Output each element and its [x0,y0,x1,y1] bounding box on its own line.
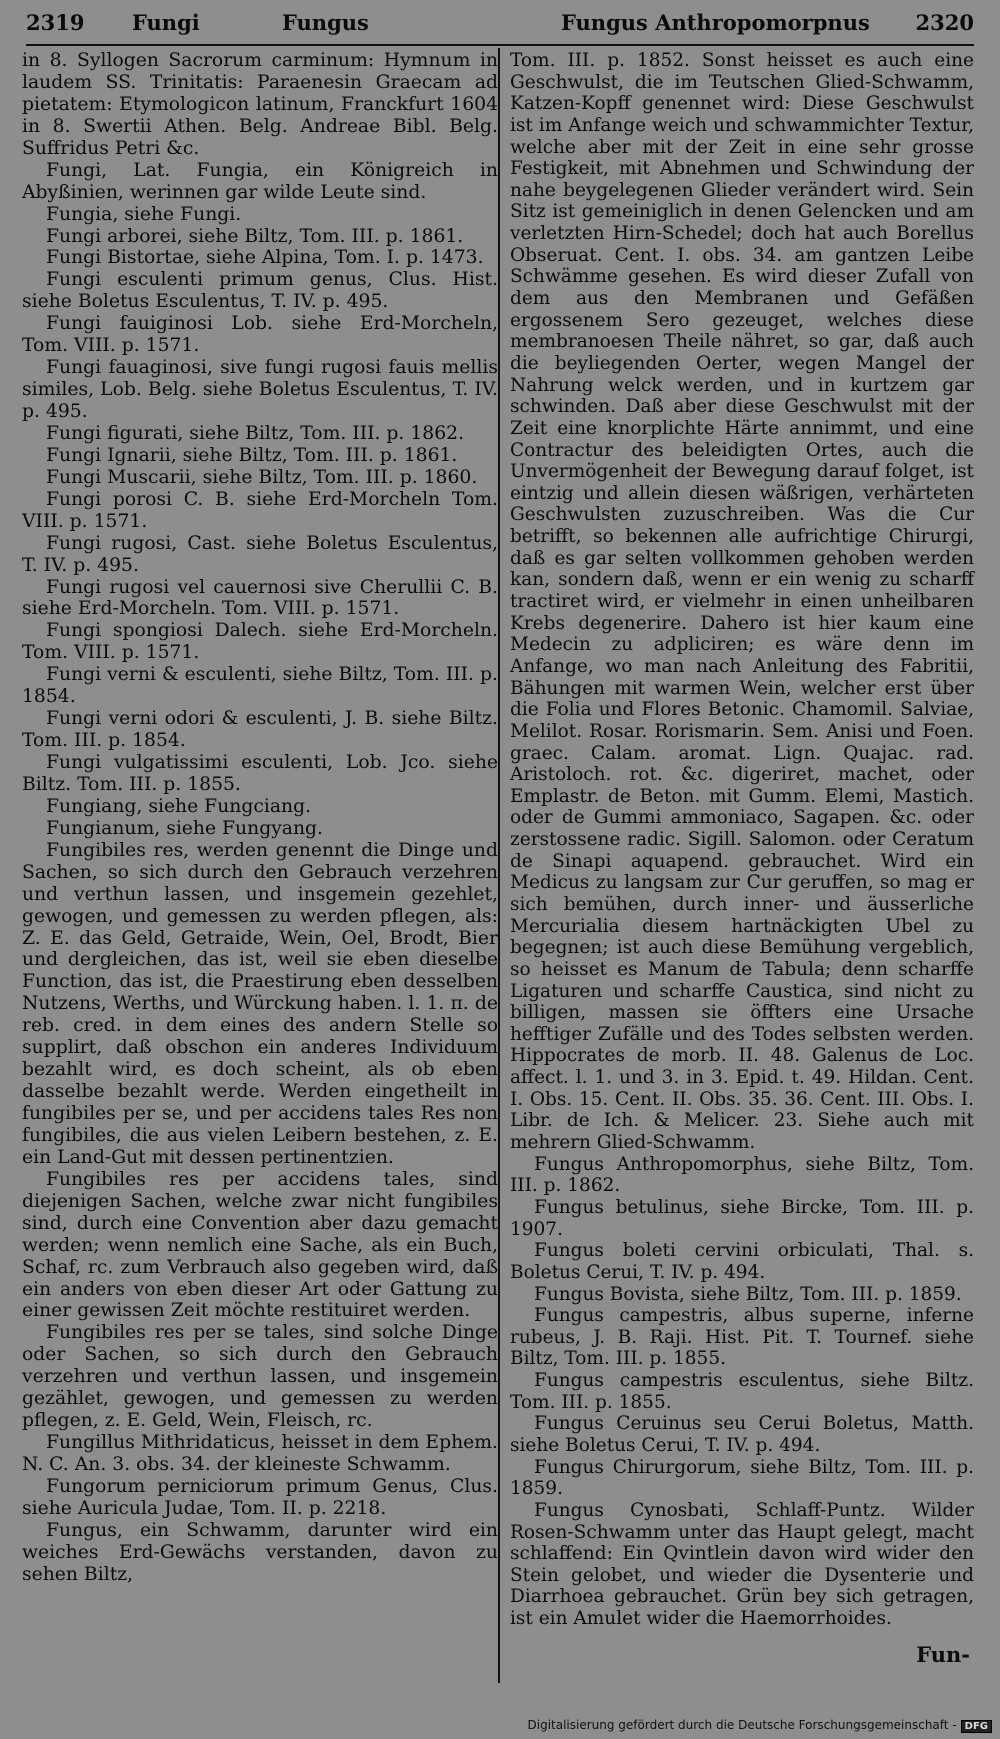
right-column [510,50,974,1630]
entry-paragraph: Fungi arborei, siehe Biltz, Tom. III. p. 1861. [46,225,464,247]
footer-text: Digitalisierung gefördert durch die Deutsche Forschungsgemeinschaft - [527,1718,957,1732]
entry-paragraph: Fungus Cynosbati, Schlaff-Puntz. Wilder Rosen-Schwamm unter das Haupt gelegt, macht schlaffend: Ein Qvintlein davon wird wider den Stein gelobet, und wieder die Dysenterie und Diarrhoea gebrauchet. Grün bey sich getragen, ist ein Amulet wider die Haemorrhoides. [510,1499,974,1630]
header-title-left: Fungi [132,10,200,35]
entry-paragraph: Fungus boleti cervini orbiculati, Thal. s. Boletus Cerui, T. IV. p. 494. [510,1240,974,1283]
catchword: Fun- [916,1642,970,1667]
entry-paragraph: Fungus Bovista, siehe Biltz, Tom. III. p. 1859. [534,1283,962,1305]
entry-paragraph: Fungibiles res per se tales, sind solche Dinge oder Sachen, so sich durch den Gebrauch verzehren und verthun lassen, und insgemein gezählet, gewogen, und gemessen zu werden pflegen, z. E. Geld, Wein, Fleisch, rc. [22,1322,498,1432]
entry-paragraph: Fungi verni odori & esculenti, J. B. siehe Biltz. Tom. III. p. 1854. [22,708,498,752]
entry-paragraph: Fungus Chirurgorum, siehe Biltz, Tom. III. p. 1859. [510,1456,974,1500]
entry-paragraph: Fungi fauaginosi, sive fungi rugosi fauis mellis similes, Lob. Belg. siehe Boletus Esculentus, T. IV. p. 495. [22,357,498,422]
entry-paragraph: Fungi figurati, siehe Biltz, Tom. III. p. 1862. [46,422,465,444]
entry-paragraph: Fungi Muscarii, siehe Biltz, Tom. III. p. 1860. [46,466,478,488]
page-number-left: 2319 [26,10,85,35]
page-number-right: 2320 [915,10,974,35]
left-column [22,50,498,1586]
header-rule [26,44,974,46]
header-title-right: Fungus Anthropomorpnus [561,10,870,35]
entry-paragraph: Fungianum, siehe Fungyang. [46,817,324,839]
header-title-center: Fungus [282,10,369,35]
dfg-logo: DFG [961,1720,992,1733]
entry-paragraph: Fungi Bistortae, siehe Alpina, Tom. I. p. 1473. [46,247,484,269]
entry-paragraph: Fungi fauiginosi Lob. siehe Erd-Morcheln, Tom. VIII. p. 1571. [22,313,498,357]
column-divider [498,48,500,1683]
entry-paragraph: Fungi, Lat. Fungia, ein Königreich in Abyßinien, werinnen gar wilde Leute sind. [22,159,498,203]
running-header [26,10,974,40]
entry-paragraph: Fungibiles res per accidens tales, sind diejenigen Sachen, welche zwar nicht fungibiles sind, durch eine Convention aber dazu gemacht werden; wenn nemlich eine Sache, als ein Buch, Schaf, rc. zum Verbrauch also gegeben wird, daß ein anders von eben dieser Art oder Gattung zu einer gewissen Zeit möchte restituiret werden. [22,1168,498,1322]
entry-paragraph: Tom. III. p. 1852. Sonst heisset es auch eine Geschwulst, die im Teutschen Glied-Schwamm, Katzen-Kopff genennet wird: Diese Geschwulst ist im Anfange weich und schwammichter Textur, welche aber mit der Zeit in eine sehr grosse Festigkeit, mit Abnehmen und Schwindung der nahe beygelegenen Glieder verändert wird. Sein Sitz ist gemeiniglich in denen Gelencken und am verletzten Hirn-Schedel; doch hat auch Borellus Obseruat. Cent. I. obs. 34. am gantzen Leibe Schwämme gesehen. Es wird dieser Zufall von dem aus den Membranen und Gefäßen ergossenem Sero gezeuget, welches diese membranoesen Theile nähret, so gar, daß auch die beyliegenden Oerter, wegen Mangel der Nahrung welck werden, und in kurtzem gar schwinden. Daß aber diese Geschwulst mit der Zeit eine knorplichte Härte annimmt, und eine Contractur des beleidigten Ortes, auch die Unvermögenheit der Bewegung darauf folget, ist eintzig und allein diesen wäßrigen, verhärteten Geschwulsten zuzuschreiben. Was die Cur betrifft, so bekennen alle aufrichtige Chirurgi, daß es gar selten vollkommen gehoben werden kan, sondern daß, wenn er ein wenig zu scharff tractiret wird, er vielmehr in einen unheilbaren Krebs degenerire. Dahero ist hier kaum eine Medecin zu adpliciren; es wäre denn im Anfange, wo man nach Anleitung des Fabritii, Bähungen mit warmen Wein, welcher erst über die Folia und Flores Betonic. Chamomil. Salviae, Melilot. Rosar. Rorismarin. Sem. Anisi und Foen. graec. Calam. aromat. Lign. Quajac. rad. Aristoloch. rot. &c. digeriret, machet, oder Emplastr. de Beton. mit Gumm. Elemi, Mastich. oder de Gummi ammoniaco, Sagapen. &c. oder zerstossene radic. Sigill. Salomon. oder Ceratum de Sinapi aquapend. gebrauchet. Wird ein Medicus zu langsam zur Cur geruffen, so mag er sich bemühen, durch inner- und äusserliche Mercurialia diesem hartnäckigten Ubel zu begegnen; ist auch diese Bemühung vergeblich, so heisset es Manum de Tabula; denn scharffe Ligaturen und scharffe Caustica, sind nicht zu billigen, massen sie öffters eine Ursache hefftiger Zufälle und des Todes selbsten werden. Hippocrates de morb. II. 48. Galenus de Loc. affect. l. 1. und 3. in 3. Epid. t. 49. Hildan. Cent. I. Obs. 15. Cent. II. Obs. 35. 36. Cent. III. Obs. I. Libr. de Ich. & Melicer. 23. Siehe auch mit mehrern Glied-Schwamm. [510,50,974,1154]
entry-paragraph: Fungus Anthropomorphus, siehe Biltz, Tom. III. p. 1862. [510,1153,974,1197]
entry-paragraph: Fungi rugosi, Cast. siehe Boletus Esculentus, T. IV. p. 495. [22,532,498,576]
entry-paragraph: Fungiang, siehe Fungciang. [46,795,312,817]
entry-paragraph: Fungus, ein Schwamm, darunter wird ein weiches Erd-Gewächs verstanden, davon zu sehen Biltz, [22,1519,498,1585]
entry-paragraph: Fungi esculenti primum genus, Clus. Hist. siehe Boletus Esculentus, T. IV. p. 495. [22,269,498,313]
entry-paragraph: Fungus Ceruinus seu Cerui Boletus, Matth. siehe Boletus Cerui, T. IV. p. 494. [510,1413,974,1456]
entry-paragraph: Fungorum perniciorum primum Genus, Clus. siehe Auricula Judae, Tom. II. p. 2218. [22,1475,498,1519]
entry-paragraph: Fungia, siehe Fungi. [46,203,242,225]
entry-paragraph: Fungus campestris esculentus, siehe Biltz. Tom. III. p. 1855. [510,1370,974,1413]
entry-paragraph: Fungi Ignarii, siehe Biltz, Tom. III. p. 1861. [46,444,458,466]
digitization-footer [528,1718,993,1733]
entry-paragraph: Fungus campestris, albus superne, inferne rubeus, J. B. Raji. Hist. Pit. T. Tournef. siehe Biltz, Tom. III. p. 1855. [510,1305,974,1370]
entry-paragraph: Fungi rugosi vel cauernosi sive Cherullii C. B. siehe Erd-Morcheln. Tom. VIII. p. 1571. [22,576,498,620]
entry-paragraph: Fungi verni & esculenti, siehe Biltz, Tom. III. p. 1854. [22,664,498,708]
entry-paragraph: Fungi vulgatissimi esculenti, Lob. Jco. siehe Biltz. Tom. III. p. 1855. [22,752,498,795]
entry-paragraph: Fungillus Mithridaticus, heisset in dem Ephem. N. C. An. 3. obs. 34. der kleineste Schwamm. [22,1432,498,1475]
entry-paragraph: in 8. Syllogen Sacrorum carminum: Hymnum in laudem SS. Trinitatis: Paraenesin Graecam ad pietatem: Etymologicon latinum, Franckfurt 1604 in 8. Swertii Athen. Belg. Andreae Bibl. Belg. Suffridus Petri &c. [22,50,498,159]
entry-paragraph: Fungibiles res, werden genennt die Dinge und Sachen, so sich durch den Gebrauch verzehren und verthun lassen, und insgemein gezehlet, gewogen, und gemessen zu werden pflegen, als: Z. E. das Geld, Getraide, Wein, Oel, Brodt, Bier und dergleichen, das ist, weil sie eben dieselbe Function, das ist, die Praestirung eben desselben Nutzens, Werths, und Würckung haben. l. 1. π. de reb. cred. in dem eines des andern Stelle so supplirt, daß obschon ein anderes Individuum bezahlt wird, es doch scheint, als ob eben dasselbe bezahlt werde. Werden eingetheilt in fungibiles per se, und per accidens tales Res non fungibiles, die aus vielen Leibern bestehen, z. E. ein Land-Gut mit dessen pertinentzien. [22,839,498,1168]
entry-paragraph: Fungi spongiosi Dalech. siehe Erd-Morcheln. Tom. VIII. p. 1571. [22,620,498,664]
entry-paragraph: Fungus betulinus, siehe Bircke, Tom. III. p. 1907. [510,1196,974,1240]
entry-paragraph: Fungi porosi C. B. siehe Erd-Morcheln Tom. VIII. p. 1571. [22,488,498,532]
